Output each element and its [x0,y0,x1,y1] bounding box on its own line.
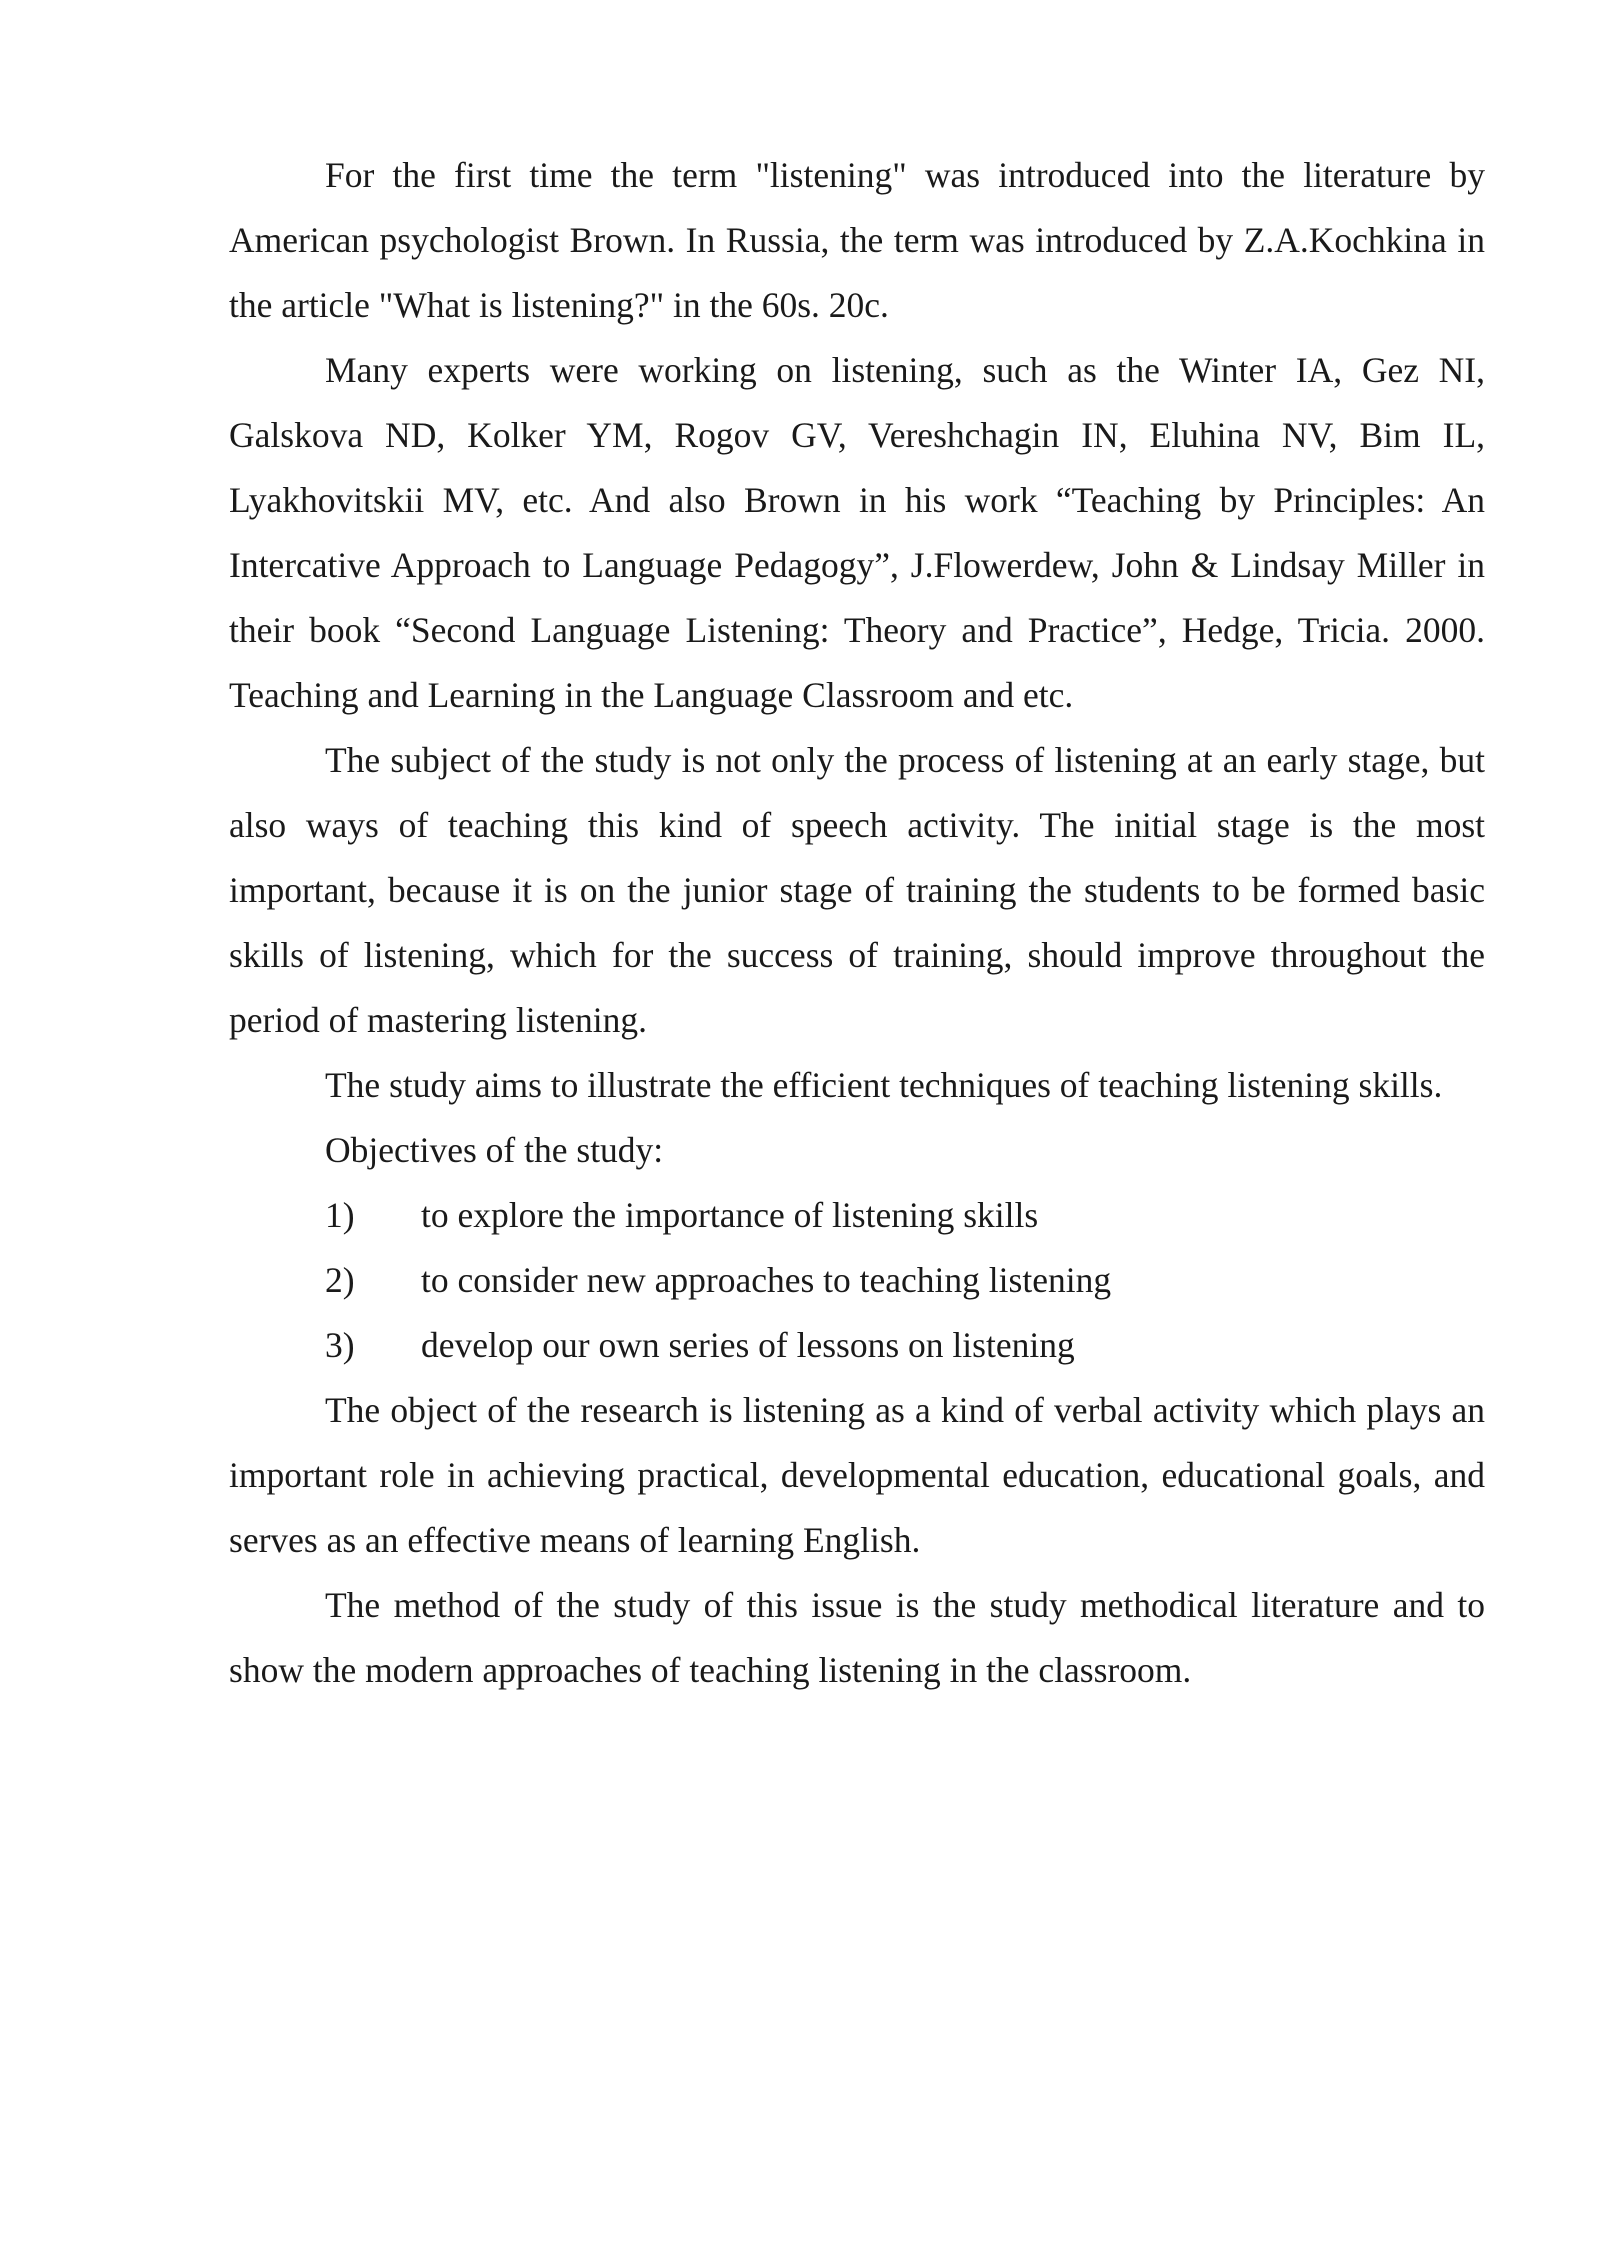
paragraph-method-of-study: The method of the study of this issue is the study methodical literature and to show the modern approaches of teaching listening in the classroom. [229,1585,1485,1690]
list-item [229,1313,1485,1378]
list-item-number: 1) [325,1195,355,1235]
body-text [229,143,1485,1703]
list-item-number: 2) [325,1260,355,1300]
list-item [229,1248,1485,1313]
paragraph-study-aim: The study aims to illustrate the efficient techniques of teaching listening skills. [325,1065,1443,1105]
paragraph-object-of-research: The object of the research is listening as a kind of verbal activity which plays an important role in achieving practical, developmental education, educational goals, and serves as an effective means of learning English. [229,1390,1485,1560]
paragraph-term-introduction: For the first time the term "listening" was introduced into the literature by American psychologist Brown. In Russia, the term was introduced by Z.A.Kochkina in the article "What is listening?" in the 60s. 20c. [229,155,1485,325]
paragraph-experts: Many experts were working on listening, such as the Winter IA, Gez NI, Galskova ND, Kolker YM, Rogov GV, Vereshchagin IN, Eluhina NV, Bim IL, Lyakhovitskii MV, etc. And also Brown in his work “Teaching by Principles: An Intercative Approach to Language Pedagogy”, J.Flowerdew, John & Lindsay Miller in their book “Second Language Listening: Theory and Practice”, Hedge, Tricia. 2000. Teaching and Learning in the Language Classroom and etc. [229,350,1485,715]
objectives-heading: Objectives of the study: [325,1130,664,1170]
list-item [229,1183,1485,1248]
list-item-text: develop our own series of lessons on listening [421,1325,1075,1365]
list-item-number: 3) [325,1325,355,1365]
list-item-text: to explore the importance of listening skills [421,1195,1039,1235]
objectives-list [229,1183,1485,1378]
paragraph-subject-of-study: The subject of the study is not only the process of listening at an early stage, but also ways of teaching this kind of speech activity. The initial stage is the most important, because it is on the junior stage of training the students to be formed basic skills of listening, which for the success of training, should improve throughout the period of mastering listening. [229,740,1485,1040]
list-item-text: to consider new approaches to teaching listening [421,1260,1112,1300]
